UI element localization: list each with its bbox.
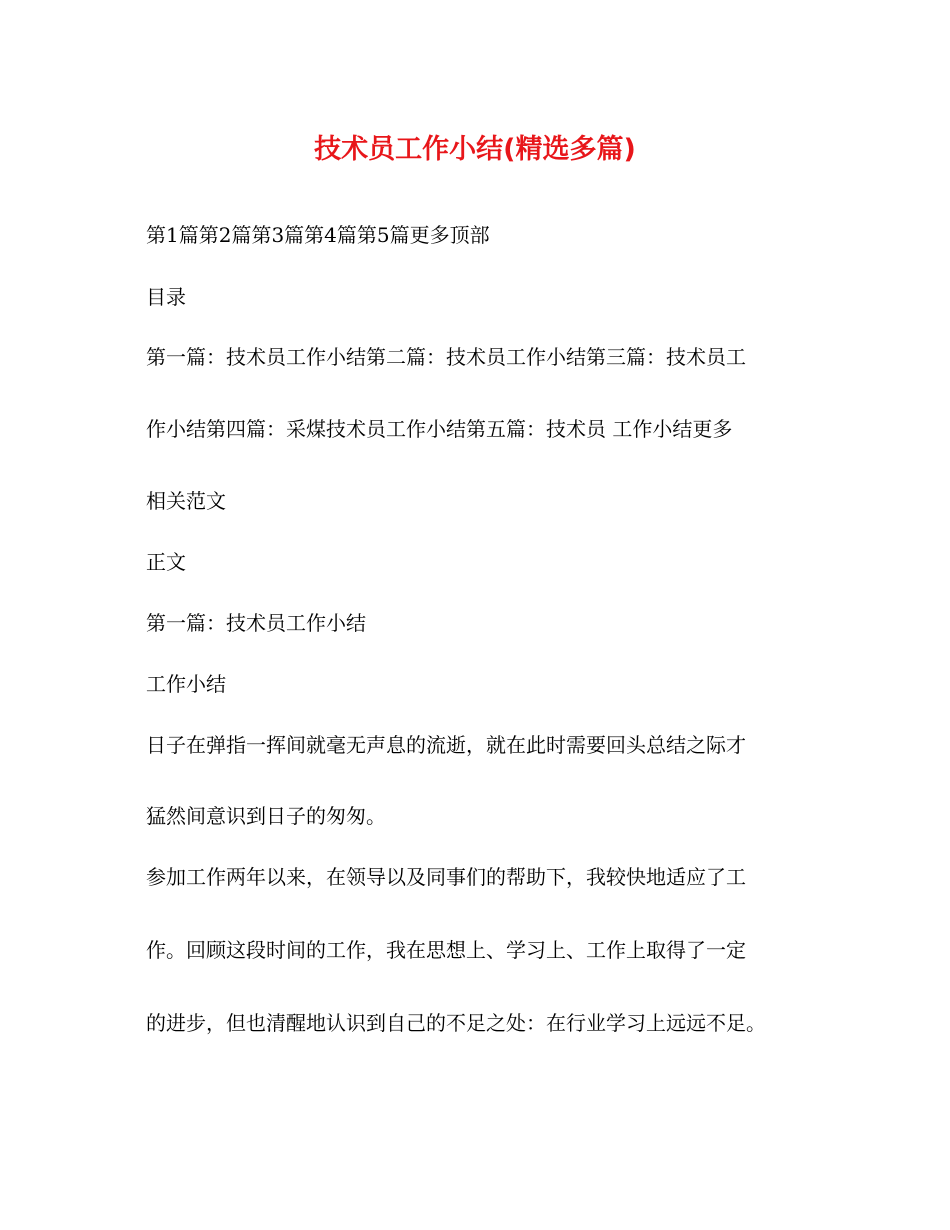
paragraph-line: 猛然间意识到日子的匆匆。: [146, 804, 386, 828]
paragraph-line: 参加工作两年以来，在领导以及同事们的帮助下，我较快地适应了工: [146, 865, 746, 889]
toc-heading: 目录: [146, 285, 186, 309]
section-heading: 第一篇：技术员工作小结: [146, 611, 366, 635]
paragraph-line: 作。回顾这段时间的工作，我在思想上、学习上、工作上取得了一定: [146, 938, 746, 962]
body-heading: 正文: [146, 550, 186, 574]
document-title: 技术员工作小结(精选多篇): [314, 134, 636, 165]
toc-line: 第一篇：技术员工作小结第二篇：技术员工作小结第三篇：技术员工: [146, 345, 746, 369]
toc-line: 相关范文: [146, 489, 226, 513]
section-nav: 第1篇第2篇第3篇第4篇第5篇更多顶部: [146, 223, 490, 247]
paragraph-line: 的进步，但也清醒地认识到自己的不足之处：在行业学习上远远不足。: [146, 1011, 766, 1035]
toc-line: 作小结第四篇：采煤技术员工作小结第五篇：技术员 工作小结更多: [146, 417, 733, 441]
paragraph-line: 日子在弹指一挥间就毫无声息的流逝，就在此时需要回头总结之际才: [146, 733, 746, 757]
subheading: 工作小结: [146, 672, 226, 696]
